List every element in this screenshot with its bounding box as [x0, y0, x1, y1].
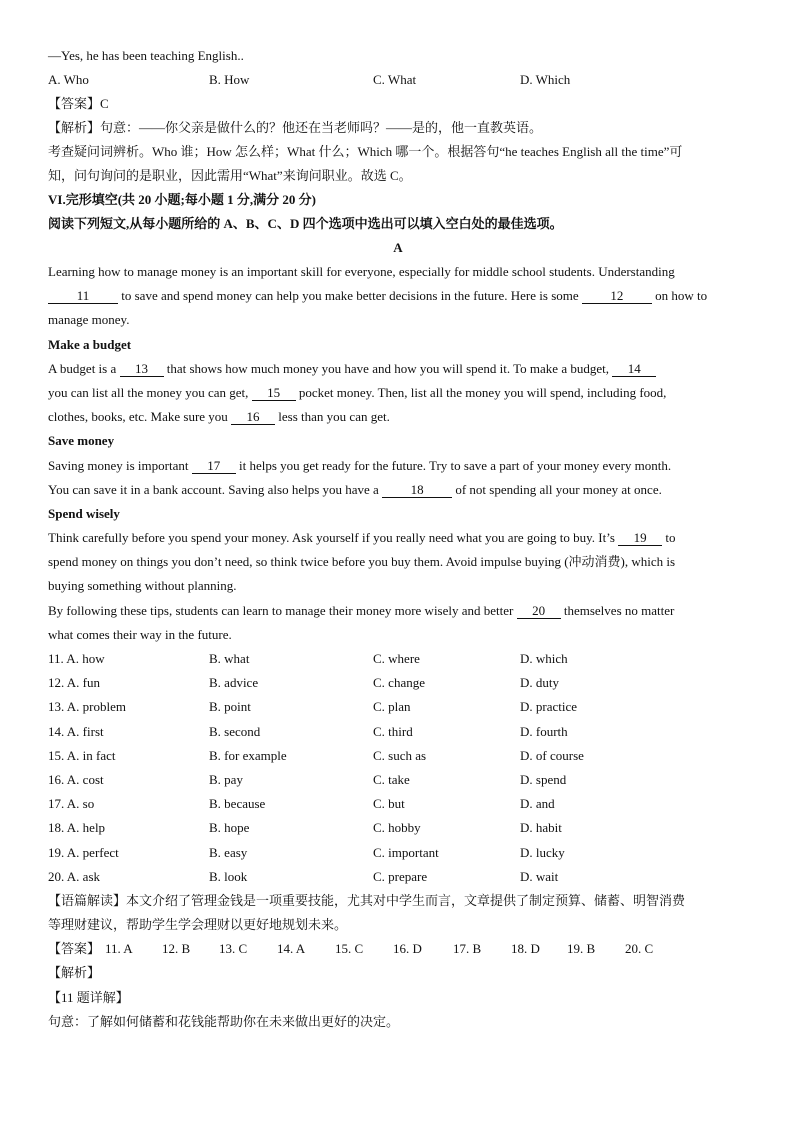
answer-item: 19. B [567, 941, 596, 957]
passage-line: Think carefully before you spend your money. Ask yourself if you really need what you are going to buy. It’s 19 to [48, 530, 676, 546]
subheading-budget: Make a budget [48, 336, 132, 352]
blank-19: 19 [618, 530, 662, 546]
passage-line: By following these tips, students can learn to manage their money more wisely and better 20 themselves no matter [48, 602, 675, 618]
option-a: A. Who [48, 72, 89, 87]
options-list [48, 647, 748, 889]
options-row: 14. A. first B. second C. third D. fourth [48, 723, 568, 739]
options-row: 17. A. so B. because C. but D. and [48, 796, 555, 812]
passage-line: Saving money is important 17 it helps you get ready for the future. Try to save a part of your money every month. [48, 457, 672, 473]
subheading-save: Save money [48, 433, 115, 449]
passage-line: You can save it in a bank account. Saving also helps you have a 18 of not spending all your money at once. [48, 481, 662, 497]
answer-item: 20. C [625, 941, 654, 957]
passage-line: what comes their way in the future. [48, 626, 232, 642]
answer-item: 15. C [335, 941, 364, 957]
passage-line: buying something without planning. [48, 578, 237, 594]
passage-line: clothes, books, etc. Make sure you 16 less than you can get. [48, 409, 390, 425]
subheading-spend: Spend wisely [48, 505, 120, 521]
passage-line: 11 to save and spend money can help you make better decisions in the future. Here is some 12 on how to [48, 284, 748, 308]
answer-item: 14. A [277, 941, 306, 957]
answer-item: 16. D [393, 941, 422, 957]
options-row: 20. A. ask B. look C. prepare D. wait [48, 868, 559, 884]
section-title: VI.完形填空(共 20 小题;每小题 1 分,满分 20 分) [48, 192, 316, 207]
prev-question-reply: —Yes, he has been teaching English.. [48, 48, 244, 63]
q11-detail-label: 【11 题详解】 [48, 989, 129, 1005]
options-row: 19. A. perfect B. easy C. important D. lucky [48, 844, 565, 860]
explain-label: 【解析】 [48, 965, 101, 981]
option-c: C. What [373, 72, 417, 87]
passage-line: you can list all the money you can get, 15 pocket money. Then, list all the money you will spend, including food, [48, 384, 667, 400]
options-row: 12. A. fun B. advice C. change D. duty [48, 675, 559, 691]
passage-label: A [393, 240, 403, 255]
blank-13: 13 [120, 361, 164, 377]
options-row: 16. A. cost B. pay C. take D. spend [48, 771, 567, 787]
blank-14: 14 [612, 361, 656, 377]
answer-item: 11. A [105, 941, 133, 957]
summary-line-1: 【语篇解读】本文介绍了管理金钱是一项重要技能，尤其对中学生而言，文章提供了制定预算、储蓄、明智消费 [48, 892, 686, 908]
answer-item: 12. B [162, 941, 191, 957]
answer-row [48, 937, 748, 961]
answer-item: 18. D [511, 941, 540, 957]
blank-17: 17 [192, 458, 236, 474]
passage-line: spend money on things you don’t need, so think twice before you buy them. Avoid impulse buying (冲动消费), which is [48, 554, 676, 570]
option-b: B. How [209, 72, 250, 87]
passage-line: A budget is a 13 that shows how much money you have and how you will spend it. To make a budget, 14 [48, 357, 748, 381]
blank-12: 12 [582, 288, 652, 304]
prev-analysis-line-2: 考查疑问词辨析。Who 谁；How 怎么样；What 什么；Which 哪一个。根据答句“he teaches English all the time”可 [48, 144, 683, 159]
section-instruction: 阅读下列短文,从每小题所给的 A、B、C、D 四个选项中选出可以填入空白处的最佳选项。 [48, 216, 563, 231]
prev-answer: 【答案】C [48, 96, 109, 111]
options-row: 11. A. how B. what C. where D. which [48, 651, 568, 666]
passage-line: Learning how to manage money is an important skill for everyone, especially for middle school students. Understanding [48, 264, 675, 279]
option-d: D. Which [520, 72, 571, 87]
blank-18: 18 [382, 482, 452, 498]
options-row: 13. A. problem B. point C. plan D. practice [48, 699, 578, 715]
blank-11: 11 [48, 288, 118, 304]
blank-20: 20 [517, 603, 561, 619]
passage-line: manage money. [48, 312, 130, 328]
answer-item: 17. B [453, 941, 482, 957]
prev-analysis-line-3: 知，问句询问的是职业，因此需用“What”来询问职业。故选 C。 [48, 168, 412, 183]
answer-item: 13. C [219, 941, 248, 957]
q11-meaning: 句意：了解如何储蓄和花钱能帮助你在未来做出更好的决定。 [48, 1013, 400, 1029]
document-page [48, 44, 748, 1034]
options-row: 15. A. in fact B. for example C. such as D. of course [48, 747, 584, 763]
options-row: 18. A. help B. hope C. hobby D. habit [48, 820, 562, 836]
blank-15: 15 [252, 385, 296, 401]
prev-analysis-line-1: 【解析】句意：——你父亲是做什么的？他还在当老师吗？——是的，他一直教英语。 [48, 120, 543, 135]
summary-line-2: 等理财建议，帮助学生学会理财以更好地规划未来。 [48, 917, 348, 933]
prev-question-options [48, 68, 748, 92]
answer-label: 【答案】 [48, 941, 101, 957]
blank-16: 16 [231, 409, 275, 425]
